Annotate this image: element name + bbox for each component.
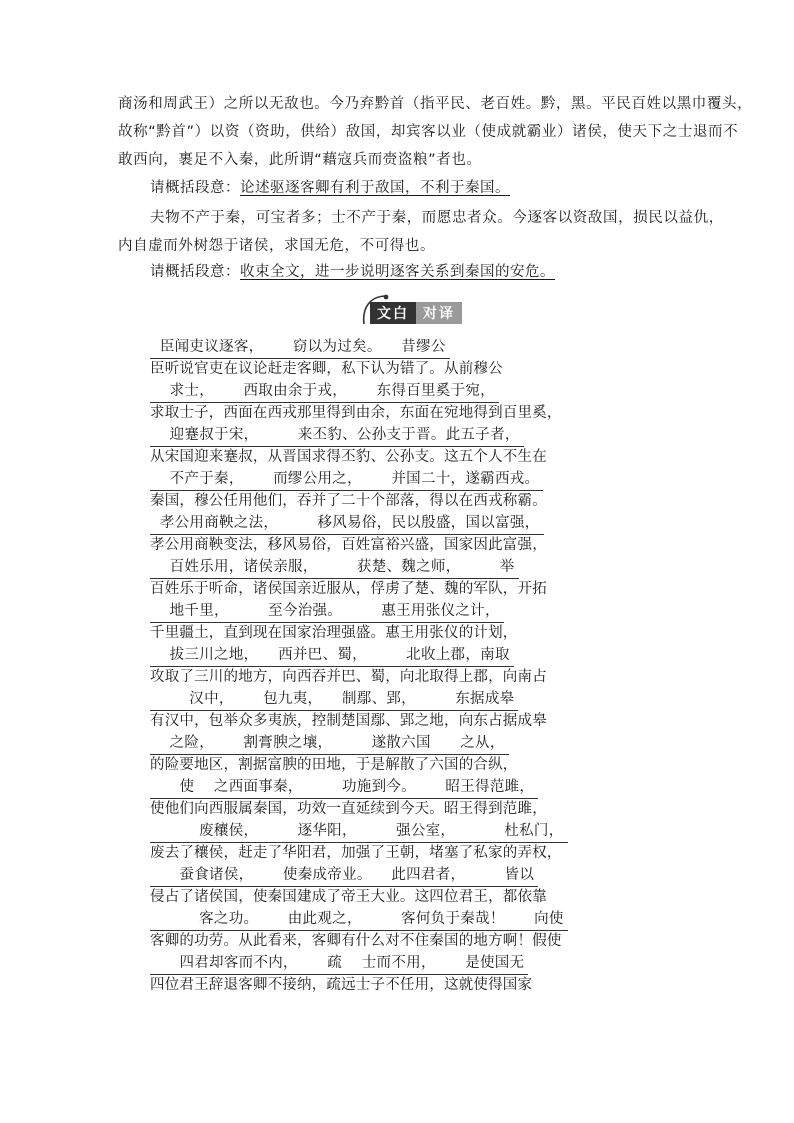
paragraph-2-line-2: 内自虚而外树怨于诸侯，求国无危，不可得也。 [118, 238, 436, 254]
translation-text: 求取士子，西面在西戎那里得到由余，东面在宛地得到百里奚， [150, 405, 562, 421]
translation-text: 臣听说官吏在议论赶走客卿，私下认为错了。从前穆公 [150, 361, 503, 377]
original-text: 不产于秦， 而缪公用之， 并国二十，遂霸西戎。 [150, 468, 543, 491]
original-text: 拔三川之地， 西并巴、蜀， 北收上郡，南取 [150, 644, 514, 667]
paragraph-1-line-1: 商汤和周武王）之所以无敌也。今乃弃黔首（指平民、老百姓。黔，黑。平民百姓以黑巾覆头， [118, 96, 753, 112]
translation-text: 从宋国迎来蹇叔，从晋国求得丕豹、公孙支。这五个人不生在 [150, 449, 547, 465]
section-header-badge [356, 294, 468, 328]
original-text: 汉中， 包九夷， 制鄢、郢， 东据成皋 [150, 688, 518, 711]
translation-text: 客卿的功劳。从此看来，客卿有什么对不住秦国的地方啊！假使 [150, 933, 562, 949]
translation-text: 攻取了三川的地方，向西吞并巴、蜀，向北取得上郡，向南占 [150, 669, 547, 685]
section-header-right: 对译 [416, 302, 462, 324]
translation-text: 百姓乐于听命，诸侯国亲近服从，俘虏了楚、魏的军队，开拓 [150, 581, 547, 597]
original-text: 地千里， 至今治强。 惠王用张仪之计， [150, 600, 504, 623]
translation-text: 废去了穰侯，赶走了华阳君，加强了王朝，堵塞了私家的弄权， [150, 845, 562, 861]
summary-label: 请概括段意： [150, 264, 240, 280]
original-text: 使 之西面事秦， 功施到今。 昭王得范雎， [150, 776, 538, 799]
original-text: 废穰侯， 逐华阳， 强公室， 杜私门， [150, 820, 568, 843]
translation-text: 孝公用商鞅变法，移风易俗，百姓富裕兴盛，国家因此富强， [150, 537, 547, 553]
translation-text: 侵占了诸侯国，使秦国建成了帝王大业。这四位君王，都依靠 [150, 889, 547, 905]
paragraph-2-line-1: 夫物不产于秦，可宝者多；士不产于秦，而愿忠者众。今逐客以资敌国，损民以益仇， [150, 210, 724, 226]
translation-text: 有汉中，包举众多夷族，控制楚国鄢、郢之地，向东占据成皋 [150, 713, 547, 729]
original-text: 蚕食诸侯， 使秦成帝业。 此四君者， 皆以 [150, 864, 538, 887]
original-text: 客之功。 由此观之， 客何负于秦哉！ 向使 [150, 908, 568, 931]
original-text: 迎蹇叔于宋， 来丕豹、公孙支于晋。此五子者， [150, 424, 524, 447]
original-text: 之险， 割膏腴之壤， 遂散六国 之从， [150, 732, 509, 755]
summary-question-1 [150, 176, 510, 200]
translation-text: 千里疆土，直到现在国家治理强盛。惠王用张仪的计划， [150, 625, 518, 641]
summary-answer: 论述驱逐客卿有利于敌国，不利于秦国。 [240, 180, 510, 196]
translation-text: 秦国，穆公任用他们，吞并了二十个部落，得以在西戎称霸。 [150, 493, 547, 509]
original-text: 孝公用商鞅之法， 移风易俗，民以殷盛，国以富强， [150, 512, 544, 535]
summary-answer: 收束全文，进一步说明逐客关系到秦国的安危。 [240, 264, 555, 280]
section-header-left: 文白 [370, 302, 416, 324]
summary-label: 请概括段意： [150, 180, 240, 196]
translation-text: 四位君王辞退客卿不接纳，疏远士子不任用，这就使得国家 [150, 977, 533, 993]
summary-question-2 [150, 260, 555, 284]
paragraph-1-line-3: 敢西向，裹足不入秦，此所谓“藉寇兵而赍盗粮”者也。 [118, 152, 482, 168]
original-text: 求士， 西取由余于戎， 东得百里奚于宛， [150, 380, 499, 403]
translation-text: 使他们向西服属秦国，功效一直延续到今天。昭王得到范雎， [150, 801, 547, 817]
original-text: 百姓乐用，诸侯亲服， 获楚、魏之师， 举 [150, 556, 519, 579]
paragraph-1-line-2: 故称“黔首”）以资（资助，供给）敌国，却宾客以业（使成就霸业）诸侯，使天下之士退而不 [118, 124, 739, 140]
original-text: 四君却客而不内， 疏 士而不用， 是使国无 [150, 952, 528, 975]
translation-text: 的险要地区，割据富腴的田地，于是解散了六国的合纵， [150, 757, 518, 773]
original-text: 臣闻吏议逐客， 窃以为过矣。 昔缪公 [150, 336, 450, 359]
